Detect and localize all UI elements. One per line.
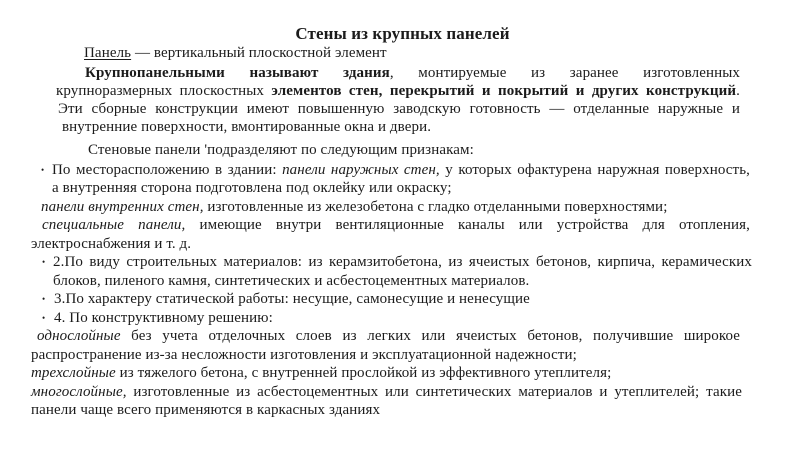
item-special-panels-line-2: электроснабжения и т. д. — [31, 236, 192, 252]
item-single-layer-line-2: распространение из-за несложности изготовления и эксплуатационной надежности; — [31, 347, 577, 363]
location-italic-term: панели наружных стен, — [282, 162, 440, 178]
special-panels-italic-term: специальные панели, — [42, 217, 186, 233]
item-materials-line-2: блоков, пиленого камня, синтетических и асбестоцементных материалов. — [53, 273, 530, 289]
special-panels-rest: имеющие внутри вентиляционные каналы или устройства для отопления, — [185, 217, 750, 233]
item-inner-panels — [41, 198, 667, 217]
three-layer-rest: из тяжелого бетона, с внутренней прослойкой из эффективного утеплителя; — [115, 365, 612, 381]
large-panel-bold-2: элементов стен, перекрытий и покрытий и других конструкций — [271, 83, 737, 99]
item-materials-line-1: 2.По виду строительных материалов: из керамзитобетона, из ячеистых бетонов, кирпича, керамических — [53, 254, 752, 270]
definition-term: Панель — [84, 45, 132, 61]
bullet-icon: • — [42, 313, 46, 323]
large-panel-line-1 — [85, 64, 740, 83]
multi-layer-rest: изготовленные из асбестоцементных или синтетических материалов и утеплителей; такие — [126, 384, 742, 400]
large-panel-line-2 — [56, 82, 740, 101]
definition-line — [84, 44, 387, 63]
single-layer-rest: без учета отделочных слоев из легких или ячеистых бетонов, получившие широкое — [120, 328, 740, 344]
single-layer-italic-term: однослойные — [37, 328, 121, 344]
inner-panels-rest: изготовленные из железобетона с гладко отделанными поверхностями; — [203, 199, 668, 215]
large-panel-plain-2: крупноразмерных плоскостных — [56, 83, 272, 99]
large-panel-line-3: Эти сборные конструкции имеют повышенную заводскую готовность — отделанные наружные и — [58, 101, 740, 117]
large-panel-rest-1: , монтируемые из заранее изготовленных — [389, 65, 741, 81]
item-multi-layer-line-2: панели чаще всего применяются в каркасных зданиях — [31, 402, 381, 418]
large-panel-period: . — [736, 83, 740, 99]
bullet-icon: • — [42, 294, 46, 304]
item-static-work: 3.По характеру статической работы: несущие, самонесущие и ненесущие — [54, 291, 530, 307]
item-location-line-2: а внутренняя сторона подготовлена под оклейку или окраску; — [52, 180, 452, 196]
item-location-line-1 — [52, 161, 750, 180]
classification-intro: Стеновые панели 'подразделяют по следующим признакам: — [88, 142, 474, 158]
slide-title: Стены из крупных панелей — [295, 24, 510, 43]
location-rest: у которых офактурена наружная поверхность, — [439, 162, 750, 178]
item-structural-design: 4. По конструктивному решению: — [54, 310, 273, 326]
bullet-icon: • — [41, 165, 45, 175]
item-single-layer-line-1 — [37, 327, 740, 346]
large-panel-line-4: внутренние поверхности, вмонтированные окна и двери. — [62, 119, 432, 135]
location-lead: По месторасположению в здании: — [52, 162, 283, 178]
item-multi-layer-line-1 — [31, 383, 742, 402]
large-panel-bold-1: Крупнопанельными называют здания — [85, 65, 390, 81]
definition-rest: — вертикальный плоскостной элемент — [131, 45, 387, 61]
three-layer-italic-term: трехслойные — [31, 365, 116, 381]
inner-panels-italic-term: панели внутренних стен, — [41, 199, 204, 215]
item-three-layer — [31, 364, 611, 383]
multi-layer-italic-term: многослойные, — [31, 384, 127, 400]
bullet-icon: • — [42, 257, 46, 267]
item-special-panels-line-1 — [42, 216, 750, 235]
